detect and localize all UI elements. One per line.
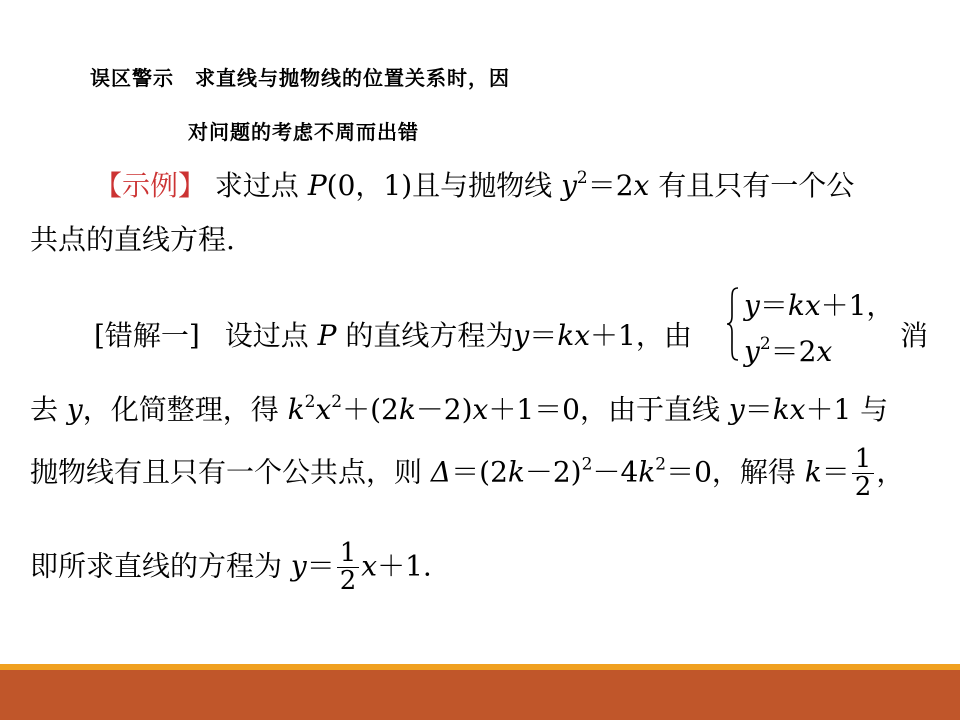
var-k: k [398, 393, 416, 426]
warning-heading-line2: 对问题的考虑不周而出错 [188, 120, 419, 144]
equals: ＝2 [587, 169, 634, 202]
var-x: x [361, 549, 378, 583]
system-eq2 [744, 330, 832, 370]
var-y: y [290, 549, 307, 583]
var-k: k [287, 393, 305, 426]
text: ＋1＝0，由于直线 [488, 393, 729, 426]
example-line1 [94, 164, 854, 204]
var-k: k [507, 455, 525, 489]
solution-line1 [94, 314, 692, 354]
system-eq1 [744, 284, 894, 324]
text: ＝(2 [451, 455, 508, 489]
var-x: x [574, 319, 591, 352]
var-y: y [728, 393, 745, 426]
var-k: k [804, 455, 822, 489]
solution-text: ＋1，由 [590, 319, 692, 352]
denominator: 2 [339, 566, 357, 597]
fraction-half [852, 446, 875, 502]
var-y: y [744, 335, 760, 368]
var-x: x [816, 335, 833, 368]
equals: ＝ [821, 455, 850, 489]
exponent: 2 [655, 454, 667, 475]
exponent: 2 [581, 454, 593, 475]
var-delta: Δ [430, 455, 452, 489]
fraction-half [337, 540, 360, 596]
solution-tag: [错解一] [94, 319, 200, 352]
solution-text: 设过点 [224, 319, 318, 352]
var-x: x [315, 393, 332, 426]
var-x: x [633, 169, 650, 202]
denominator: 2 [854, 472, 872, 503]
text: ， [876, 455, 905, 489]
exponent: 2 [331, 392, 343, 412]
example-text: 求过点 [214, 169, 308, 202]
text: 即所求直线的方程为 [30, 549, 291, 583]
example-line2: 共点的直线方程. [30, 223, 235, 256]
solution-line4 [30, 540, 432, 596]
var-x: x [804, 289, 821, 322]
text: ＋1. [377, 549, 432, 583]
exponent: 2 [759, 334, 771, 354]
brace-icon [726, 286, 740, 362]
solution-text: 的直线方程为 [336, 319, 514, 352]
solution-xiao: 消 [900, 319, 929, 352]
var-k: k [772, 393, 790, 426]
equals: ＝2 [770, 335, 817, 368]
exponent: 2 [576, 168, 588, 188]
var-k: k [787, 289, 805, 322]
point-p: P [317, 319, 337, 352]
example-tag: 【示例】 [94, 169, 207, 202]
var-x: x [472, 393, 489, 426]
equals: ＝ [759, 289, 788, 322]
example-coords: (0，1)且与抛物线 [326, 169, 562, 202]
text: －2) [415, 393, 473, 426]
var-k: k [557, 319, 575, 352]
example-text-tail: 有且只有一个公 [649, 169, 855, 202]
var-y: y [561, 169, 577, 202]
numerator: 1 [337, 540, 360, 568]
solution-line3 [30, 446, 904, 502]
numerator: 1 [852, 446, 875, 474]
var-y: y [66, 393, 83, 426]
var-x: x [789, 393, 806, 426]
text: －4 [592, 455, 639, 489]
point-p: P [307, 169, 327, 202]
var-k: k [638, 455, 656, 489]
text: 去 [30, 393, 67, 426]
equals: ＝ [529, 319, 558, 352]
equals: ＝ [306, 549, 335, 583]
exponent: 2 [304, 392, 316, 412]
solution-line2 [30, 388, 888, 428]
footer-bar [0, 670, 960, 720]
text: －2) [524, 455, 582, 489]
var-y: y [513, 319, 530, 352]
var-y: y [744, 289, 760, 322]
text: ＋(2 [342, 393, 399, 426]
warning-heading-line1: 误区警示 求直线与抛物线的位置关系时，因 [90, 66, 510, 90]
text: 抛物线有且只有一个公共点，则 [30, 455, 431, 489]
text: ＋1 与 [805, 393, 889, 426]
equals: ＝ [744, 393, 773, 426]
text: ，化简整理，得 [82, 393, 288, 426]
eq-tail: ＋1， [820, 289, 895, 322]
text: ＝0，解得 [666, 455, 805, 489]
